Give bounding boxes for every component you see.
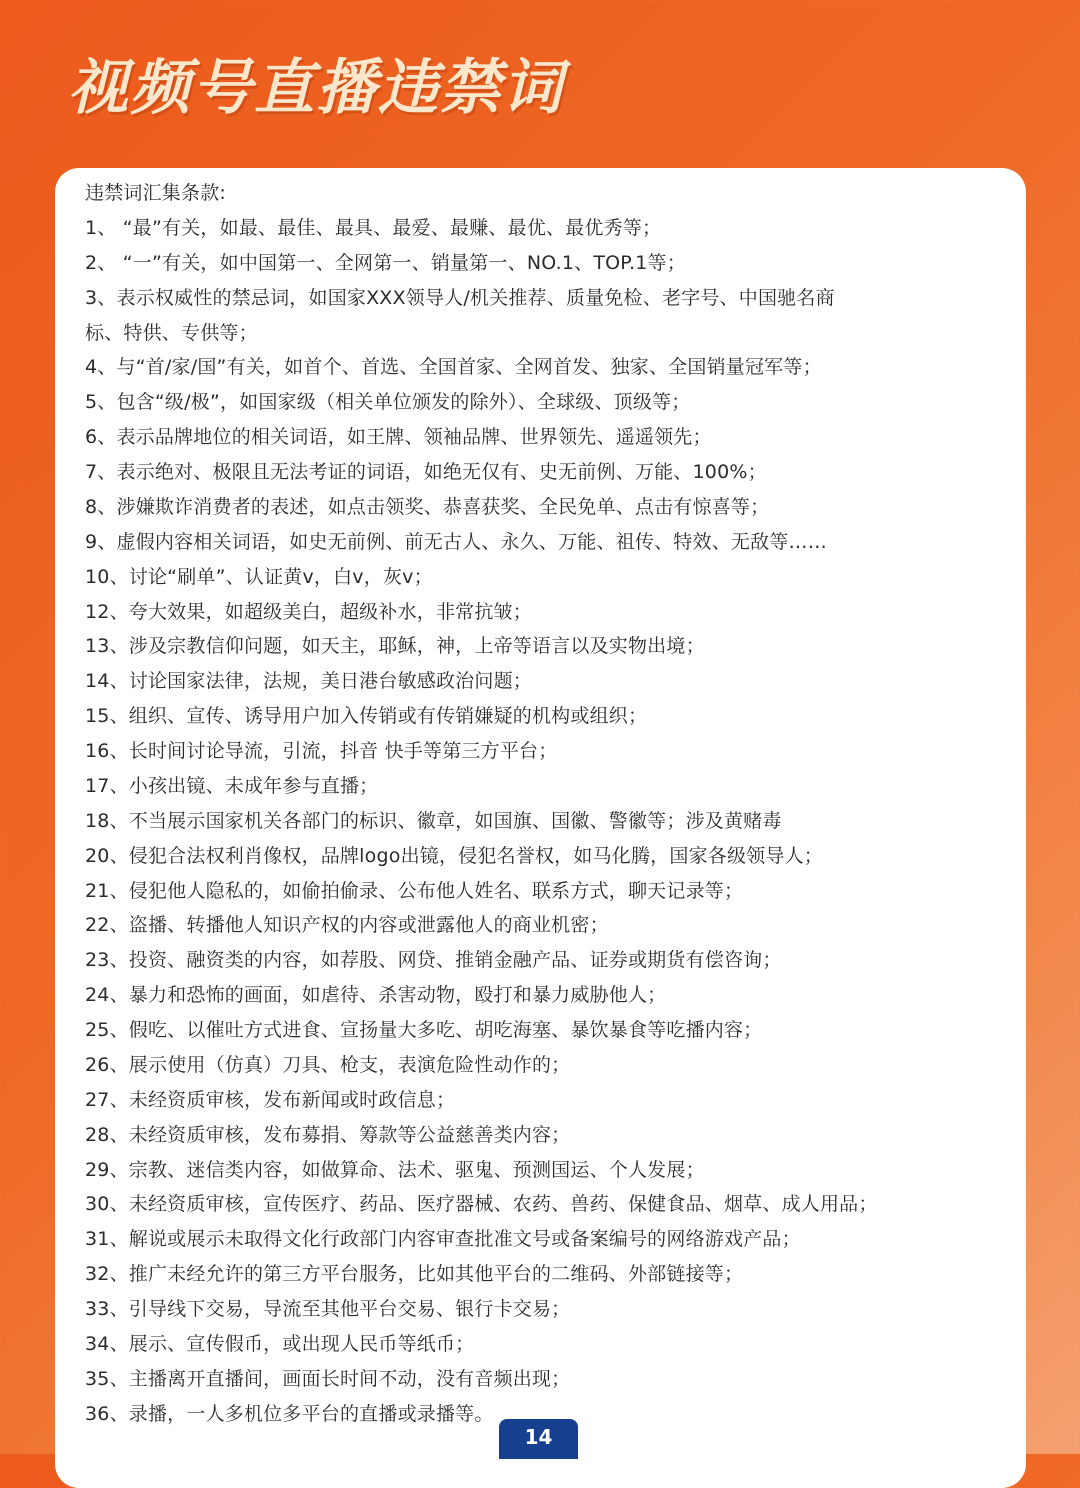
page-number-badge: 14 xyxy=(499,1419,578,1459)
list-item: 21、侵犯他人隐私的，如偷拍偷录、公布他人姓名、联系方式，聊天记录等； xyxy=(85,879,744,902)
list-item: 32、推广未经允许的第三方平台服务，比如其他平台的二维码、外部链接等； xyxy=(85,1263,744,1286)
list-item: 35、主播离开直播间，画面长时间不动，没有音频出现； xyxy=(85,1367,571,1390)
list-item: 12、夸大效果，如超级美白，超级补水，非常抗皱； xyxy=(85,600,532,623)
list-item: 5、包含“级/极”，如国家级（相关单位颁发的除外）、全球级、顶级等； xyxy=(85,391,691,414)
list-item: 24、暴力和恐怖的画面，如虐待、杀害动物，殴打和暴力威胁他人； xyxy=(85,984,667,1007)
list-item: 33、引导线下交易，导流至其他平台交易、银行卡交易； xyxy=(85,1298,571,1320)
list-item: 36、录播，一人多机位多平台的直播或录播等。 xyxy=(85,1402,494,1425)
page-title: 视频号直播违禁词 xyxy=(68,53,564,123)
list-item: 18、不当展示国家机关各部门的标识、徽章，如国旗、国徽、警徽等；涉及黄赌毒 xyxy=(85,809,782,832)
list-item: 标、特供、专供等； xyxy=(85,321,258,344)
list-item: 6、表示品牌地位的相关词语，如王牌、领袖品牌、世界领先、遥遥领先； xyxy=(85,426,712,449)
list-item: 27、未经资质审核，发布新闻或时政信息； xyxy=(85,1088,456,1111)
list-item: 9、虚假内容相关词语，如史无前例、前无古人、永久、万能、祖传、特效、无敌等…… xyxy=(85,530,827,553)
list-item: 34、展示、宣传假币，或出现人民币等纸币； xyxy=(85,1332,475,1355)
list-item: 16、长时间讨论导流，引流，抖音 快手等第三方平台； xyxy=(85,740,558,762)
list-item: 22、盗播、转播他人知识产权的内容或泄露他人的商业机密； xyxy=(85,914,609,937)
list-item: 3、表示权威性的禁忌词，如国家XXX领导人/机关推荐、质量免检、老字号、中国驰名商 xyxy=(85,286,835,309)
list-item: 15、组织、宣传、诱导用户加入传销或有传销嫌疑的机构或组织； xyxy=(85,705,648,728)
list-item: 30、未经资质审核，宣传医疗、药品、医疗器械、农药、兽药、保健食品、烟草、成人用品； xyxy=(85,1193,878,1216)
list-item: 2、 “一”有关，如中国第一、全网第一、销量第一、NO.1、TOP.1等； xyxy=(85,251,686,274)
list-item: 29、宗教、迷信类内容，如做算命、法术、驱鬼、预测国运、个人发展； xyxy=(85,1158,705,1181)
list-item: 28、未经资质审核，发布募捐、筹款等公益慈善类内容； xyxy=(85,1123,571,1146)
list-item: 4、与“首/家/国”有关，如首个、首选、全国首家、全网首发、独家、全国销量冠军等； xyxy=(85,356,822,379)
rules-list xyxy=(85,176,1015,1432)
list-item: 1、 “最”有关，如最、最佳、最具、最爱、最赚、最优、最优秀等； xyxy=(85,216,662,239)
list-item: 8、涉嫌欺诈消费者的表述，如点击领奖、恭喜获奖、全民免单、点击有惊喜等； xyxy=(85,495,770,518)
list-item: 26、展示使用（仿真）刀具、枪支，表演危险性动作的； xyxy=(85,1053,571,1076)
list-heading: 违禁词汇集条款: xyxy=(85,182,227,204)
list-item: 7、表示绝对、极限且无法考证的词语，如绝无仅有、史无前例、万能、100%； xyxy=(85,461,767,483)
list-item: 17、小孩出镜、未成年参与直播； xyxy=(85,774,379,797)
list-item: 10、讨论“刷单”、认证黄v，白v，灰v； xyxy=(85,565,433,588)
list-item: 31、解说或展示未取得文化行政部门内容审查批准文号或备案编号的网络游戏产品； xyxy=(85,1228,801,1251)
list-item: 13、涉及宗教信仰问题，如天主，耶稣，神，上帝等语言以及实物出境； xyxy=(85,635,705,658)
content-card xyxy=(55,168,1026,1488)
list-item: 23、投资、融资类的内容，如荐股、网贷、推销金融产品、证券或期货有偿咨询； xyxy=(85,949,782,972)
list-item: 25、假吃、以催吐方式进食、宣扬量大多吃、胡吃海塞、暴饮暴食等吃播内容； xyxy=(85,1019,763,1041)
list-item: 14、讨论国家法律，法规，美日港台敏感政治问题； xyxy=(85,670,532,693)
list-item: 20、侵犯合法权利肖像权，品牌logo出镜，侵犯名誉权，如马化腾，国家各级领导人； xyxy=(85,844,823,867)
